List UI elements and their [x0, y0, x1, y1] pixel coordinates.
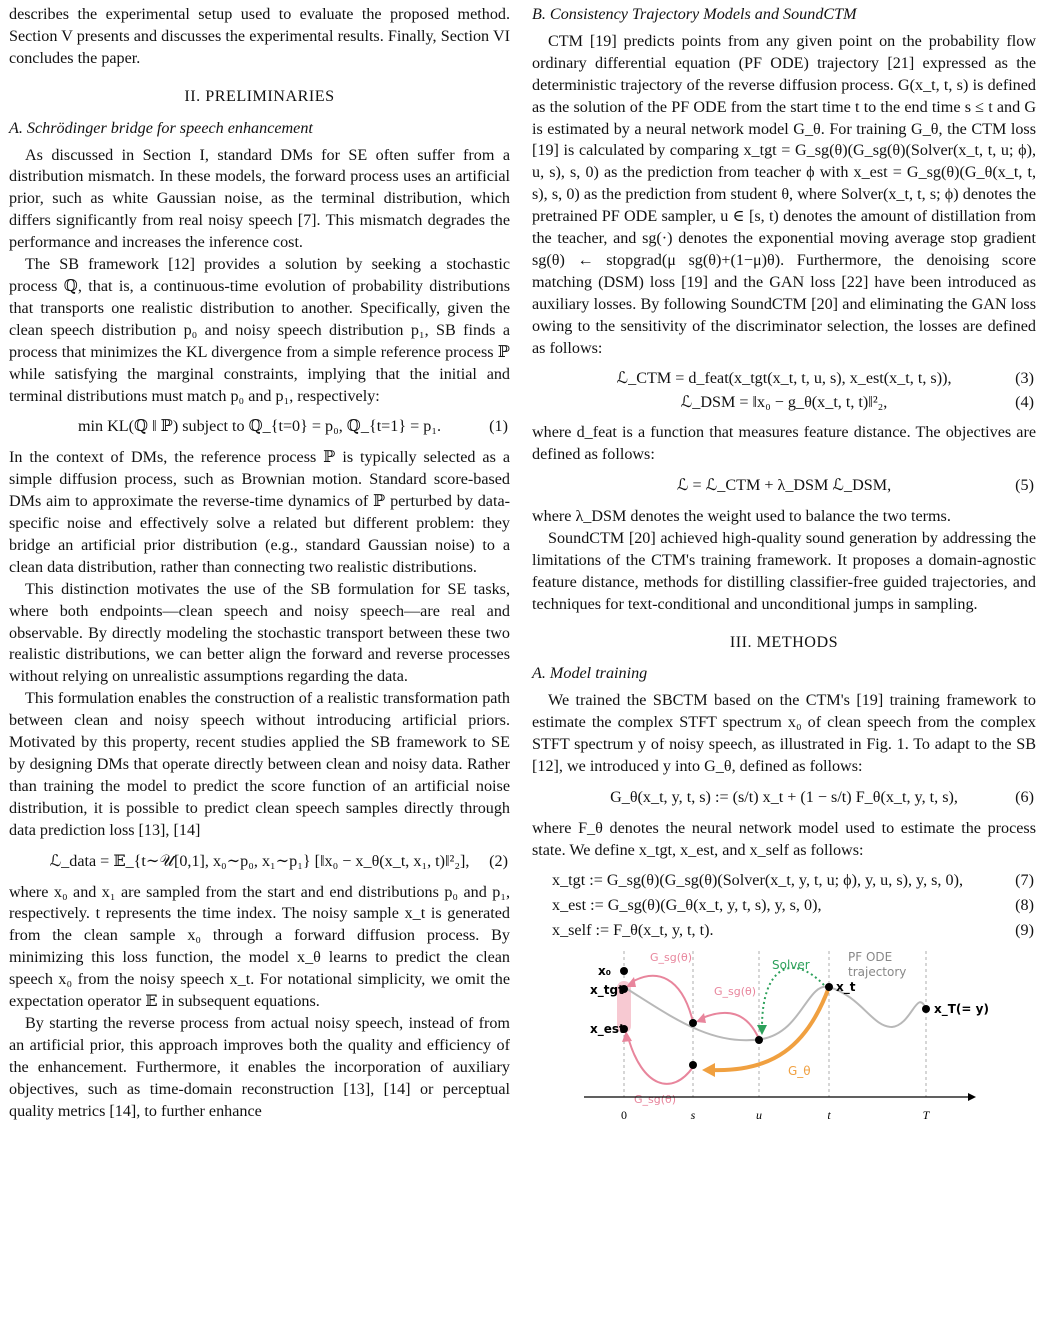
equation-number: (4) — [1015, 394, 1034, 412]
subsection-2b-title: B. Consistency Trajectory Models and SoundCTM — [532, 6, 857, 23]
paragraph: This distinction motivates the use of the SB formulation for SE tasks, where both endpoints—clean speech and noisy speech—are real and observable. By directly modeling the stochastic transport between these two realistic distributions, we can better align the forward and reverse processes without relying on unrealistic assumptions regarding the data. — [9, 580, 510, 686]
equation-4-body: ℒ_DSM = ‖x₀ − g_θ(x_t, t, t)‖²₂, — [680, 394, 888, 412]
point-x0 — [620, 967, 628, 975]
equation-9-body: x_self := F_θ(x_t, y, t, t). — [552, 921, 714, 939]
point-u — [755, 1036, 763, 1044]
equation-8 — [532, 895, 1036, 917]
equation-5-body: ℒ = ℒ_CTM + λ_DSM ℒ_DSM, — [676, 477, 892, 495]
equation-number: (5) — [1015, 477, 1034, 495]
equation-4 — [532, 392, 1036, 414]
paragraph: where F_θ denotes the neural network model used to estimate the process state. We define x_tgt, x_est, and x_self as follows: — [532, 819, 1036, 859]
label-xT: x_T(= y) — [934, 1002, 989, 1017]
equation-9 — [532, 920, 1036, 942]
tick-label-0: 0 — [621, 1108, 627, 1123]
left-column — [9, 4, 510, 1123]
time-axis-arrowhead — [968, 1093, 976, 1101]
g-sg-mid-arrowhead — [696, 1013, 706, 1023]
g-sg-bottom-arrow — [628, 1037, 693, 1084]
equation-number: (7) — [1015, 871, 1034, 889]
equation-3 — [532, 368, 1036, 390]
point-xT — [922, 1005, 930, 1013]
right-column — [532, 4, 1036, 1127]
paragraph: SoundCTM [20] achieved high-quality sound generation by addressing the limitations of the CTM's training framework. It proposes a domain-agnostic feature distance, methods for distilling classifier-free guided trajectories, and techniques for text-conditional and unconditional jumps in sampling. — [532, 529, 1036, 613]
label-x0: x₀ — [598, 964, 611, 979]
paragraph: CTM [19] predicts points from any given point on the probability flow ordinary differential equation (PF ODE) trajectory [21] expressed as the deterministic trajectory of the reverse diffusion process. G(x_t, t, s) is defined as the solution of the PF ODE from the start time t to the end time s ≤ t and G is estimated by a neural network model G_θ. For training G_θ, the CTM loss [19] is calculated by comparing x_tgt = G_sg(θ)(G_sg(θ)(Solver(x_t, t, u; ϕ), u, s), s, 0) as the prediction from teacher ϕ with x_est = G_sg(θ)(G_θ(x_t, t, s), s, 0) as the prediction from student θ, where Solver(x_t, t, s; ϕ) denotes the pretrained PF ODE sampler, u ∈ [s, t) denotes the amount of distillation from the teacher, and sg(·) denotes the exponential moving average stop gradient sg(θ) ← stopgrad(μ sg(θ)+(1−μ)θ). Furthermore, the denoising score matching (DSM) loss [19] and the GAN loss [22] have been introduced as auxiliary losses. By following SoundCTM [20] and eliminating the GAN loss owing to the sensitivity of the discriminator selection, the losses are defined as follows: — [532, 32, 1036, 357]
label-solver: Solver — [772, 958, 810, 973]
point-s-lower — [689, 1061, 697, 1069]
g-theta-arrowhead — [702, 1063, 715, 1077]
equation-5 — [532, 475, 1036, 497]
equation-7-body: x_tgt := G_sg(θ)(G_sg(θ)(Solver(x_t, y, t, u; ϕ), y, u, s), y, s, 0), — [552, 871, 963, 889]
label-g-sg-bottom: G_sg(θ) — [634, 1093, 677, 1107]
equation-2-body: ℒ_data = 𝔼_{t∼𝒰[0,1], x₀∼p₀, x₁∼p₁} [‖x₀ − x_θ(x_t, x₁, t)‖²₂], — [49, 852, 470, 870]
label-pf-ode-line2: trajectory — [848, 965, 907, 980]
equation-8-body: x_est := G_sg(θ)(G_θ(x_t, y, t, s), y, s, 0), — [552, 896, 822, 914]
subsection-3a-title: A. Model training — [532, 665, 648, 683]
equation-1-body: min KL(ℚ ‖ ℙ) subject to ℚ_{t=0} = p₀, ℚ_{t=1} = p₁. — [78, 418, 441, 436]
paragraph: This formulation enables the construction of a realistic transformation path between clean and noisy speech without introducing artificial priors. Motivated by this property, recent studies applied the SB framework to SE by designing DMs that operate directly between clean and noisy data. Rather than training the model to predict the score function of an artificial noise distribution, it is possible to predict clean speech samples directly through data prediction loss [13], [14] — [9, 690, 510, 839]
label-pf-ode-line1: PF ODE — [848, 950, 893, 965]
label-g-sg-mid: G_sg(θ) — [714, 985, 757, 999]
pf-ode-trajectory — [624, 987, 926, 1041]
section-2-title: II. PRELIMINARIES — [184, 87, 335, 105]
equation-6 — [532, 787, 1036, 809]
paragraph: We trained the SBCTM based on the CTM's [19] training framework to estimate the complex STFT spectrum x₀ of clean speech from the complex STFT spectrum y of noisy speech, as illustrated in Fig. 1. To adapt to the SB [12], we introduced y into G_θ, defined as follows: — [532, 692, 1036, 776]
equation-number: (9) — [1015, 921, 1034, 939]
tick-label-s: s — [690, 1108, 696, 1123]
paragraph: By starting the reverse process from actual noisy speech, instead of from an artificial prior, this approach improves both the quality and efficiency of the enhancement. Furthermore, it enables the incorporation of auxiliary objectives, such as time-domain reconstruction [13], [14] or perceptual quality metrics [14], to further enhance — [9, 1014, 510, 1120]
label-xest: x_est — [590, 1022, 625, 1037]
equation-1 — [9, 416, 510, 438]
g-sg-top-arrow — [630, 976, 693, 1022]
equation-number: (6) — [1015, 789, 1034, 806]
equation-2 — [9, 851, 510, 873]
g-theta-arrow — [712, 987, 829, 1070]
paragraph: In the context of DMs, the reference process ℙ is typically selected as a simple diffusion process, such as Brownian motion. Standard score-based DMs aim to approximate the reverse-time dynamics of ℙ perturbed by data-specific noise and effectively solve a related but different problem: they bridge an artificial prior distribution (e.g., standard Gaussian noise) to a clean data distribution, rather than connecting two realistic distributions. — [9, 449, 510, 576]
paragraph: where λ_DSM denotes the weight used to balance the two terms. — [532, 508, 951, 526]
label-xt: x_t — [836, 980, 856, 995]
sbctm-trajectory-figure — [562, 947, 989, 1127]
point-s-upper — [689, 1019, 697, 1027]
intro-end-paragraph: describes the experimental setup used to evaluate the proposed method. Section V presents and discusses the experimental results. Finally, Section VI concludes the paper. — [9, 6, 510, 67]
equation-3-body: ℒ_CTM = d_feat(x_tgt(x_t, t, u, s), x_est(x_t, t, s)), — [616, 369, 952, 387]
paragraph: where x₀ and x₁ are sampled from the start and end distributions p₀ and p₁, respectively. t represents the time index. The noisy sample x_t is generated from the clean sample x₀ through a forward diffusion process. By minimizing this loss function, the model x_θ learns to predict the clean speech x₀ from the noisy speech x_t. For notational simplicity, we omit the expectation operator 𝔼 in subsequent equations. — [9, 883, 510, 1011]
paragraph: The SB framework [12] provides a solution by seeking a stochastic process ℚ, that is, a continuous-time evolution of probability distributions that transports one realistic distribution to another. Specifically, given the clean speech distribution p₀ and noisy speech distribution p₁, SB finds a process that minimizes the KL divergence from a simple reference process ℙ while satisfying the marginal constraints, implying that the initial and terminal distributions must match p₀ and p₁, respectively: — [9, 256, 510, 405]
equation-number: (3) — [1015, 369, 1034, 387]
tick-label-u: u — [756, 1108, 762, 1123]
equation-6-body: G_θ(x_t, y, t, s) := (s/t) x_t + (1 − s/t) F_θ(x_t, y, t, s), — [610, 789, 958, 806]
equation-number: (8) — [1015, 896, 1034, 914]
equation-number: (2) — [489, 852, 508, 870]
paragraph: where d_feat is a function that measures feature distance. The objectives are defined as follows: — [532, 424, 1036, 464]
tick-label-T: T — [922, 1108, 930, 1123]
label-g-theta: G_θ — [788, 1064, 811, 1079]
section-3-title: III. METHODS — [729, 633, 839, 651]
paragraph: As discussed in Section I, standard DMs for SE often suffer from a distribution mismatch. In these models, the forward process uses an artificial prior, such as white Gaussian noise, as the terminal distribution, which differs significantly from real noisy speech [7]. This mismatch degrades the performance and increases the inference cost. — [9, 146, 510, 252]
label-xtgt: x_tgt — [590, 983, 624, 998]
equation-number: (1) — [489, 418, 508, 436]
g-sg-mid-arrow — [700, 1013, 759, 1039]
label-g-sg-top: G_sg(θ) — [650, 951, 693, 965]
point-xt — [825, 983, 833, 991]
tick-label-t: t — [827, 1108, 831, 1123]
equation-7 — [532, 870, 1036, 892]
subsection-2a-title: A. Schrödinger bridge for speech enhancement — [9, 119, 313, 137]
solver-arrowhead — [757, 1025, 767, 1035]
